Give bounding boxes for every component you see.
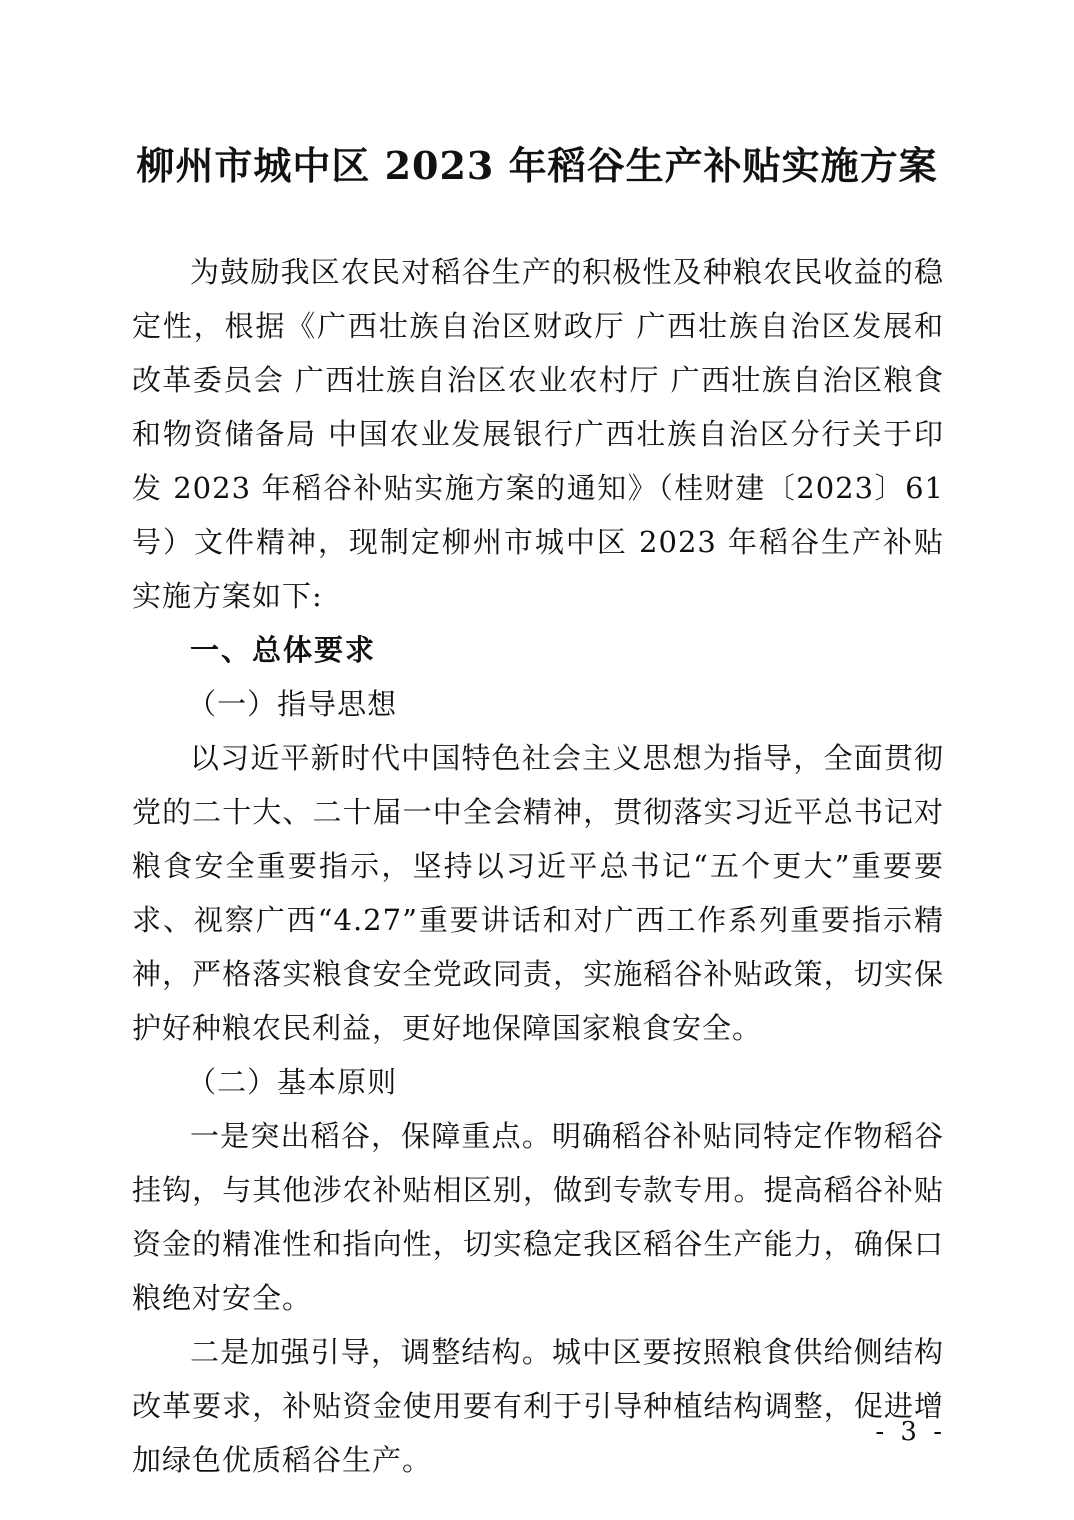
guiding-thought-paragraph: 以习近平新时代中国特色社会主义思想为指导，全面贯彻党的二十大、二十届一中全会精神，贯彻落实习近平总书记对粮食安全重要指示，坚持以习近平总书记“五个更大”重要要求、视察广西“4.27”重要讲话和对广西工作系列重要指示精神，严格落实粮食安全党政同责，实施稻谷补贴政策，切实保护好种粮农民利益，更好地保障国家粮食安全。 — [132, 741, 944, 1045]
section-heading-general-requirements: 一、总体要求 — [190, 633, 377, 667]
subsection-heading-basic-principles: （二）基本原则 — [187, 1065, 398, 1099]
principle-paragraph-2: 二是加强引导，调整结构。城中区要按照粮食供给侧结构改革要求，补贴资金使用要有利于引导种植结构调整，促进增加绿色优质稻谷生产。 — [132, 1335, 944, 1477]
document-title: 柳州市城中区 2023 年稻谷生产补贴实施方案 — [136, 143, 938, 188]
principle-paragraph-1: 一是突出稻谷，保障重点。明确稻谷补贴同特定作物稻谷挂钩，与其他涉农补贴相区别，做到专款专用。提高稻谷补贴资金的精准性和指向性，切实稳定我区稻谷生产能力，确保口粮绝对安全。 — [132, 1119, 944, 1315]
document-body — [132, 245, 944, 1487]
subsection-heading-guiding-thought: （一）指导思想 — [187, 687, 398, 721]
intro-paragraph: 为鼓励我区农民对稻谷生产的积极性及种粮农民收益的稳定性，根据《广西壮族自治区财政厅 广西壮族自治区发展和改革委员会 广西壮族自治区农业农村厅 广西壮族自治区粮食和物资储备局 中国农业发展银行广西壮族自治区分行关于印发 2023 年稻谷补贴实施方案的通知》（桂财建〔2023〕61 号）文件精神，现制定柳州市城中区 2023 年稻谷生产补贴实施方案如下: — [132, 255, 944, 613]
page-number: - 3 - — [875, 1417, 946, 1447]
